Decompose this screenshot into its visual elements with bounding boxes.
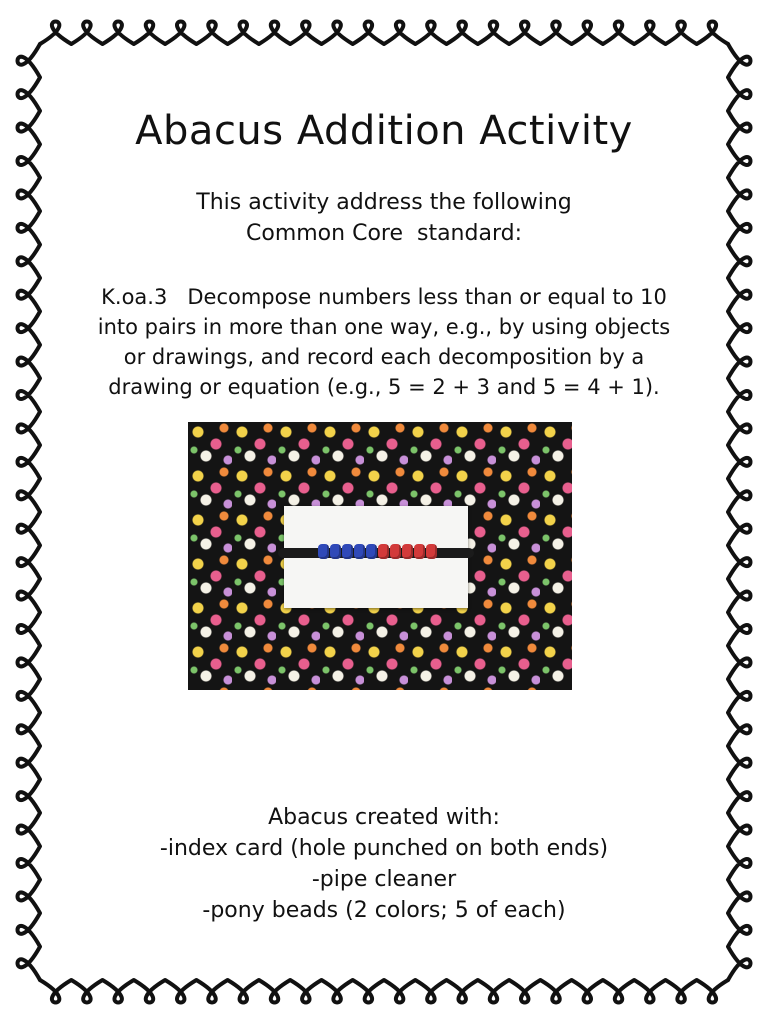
border-loops	[40, 980, 728, 1003]
intro-line: This activity address the following	[196, 190, 572, 215]
intro-text	[120, 187, 648, 249]
materials-list	[100, 802, 668, 926]
border-loops	[18, 44, 41, 980]
blue-bead	[318, 544, 329, 559]
blue-bead	[342, 544, 353, 559]
red-bead	[414, 544, 425, 559]
page-title: Abacus Addition Activity	[135, 108, 633, 154]
intro-line: Common Core standard:	[246, 221, 522, 246]
red-bead	[390, 544, 401, 559]
standard-line: drawing or equation (e.g., 5 = 2 + 3 and 5 = 4 + 1).	[108, 375, 660, 399]
materials-item: -pony beads (2 colors; 5 of each)	[202, 898, 566, 923]
border-loops	[728, 44, 751, 980]
blue-bead	[330, 544, 341, 559]
materials-item: -index card (hole punched on both ends)	[159, 836, 609, 861]
red-bead	[378, 544, 389, 559]
red-bead	[402, 544, 413, 559]
abacus-photo	[188, 422, 572, 690]
materials-item: -pipe cleaner	[311, 867, 457, 892]
standard-text	[62, 282, 706, 402]
standard-line: or drawings, and record each decomposition by a	[123, 345, 645, 369]
red-bead	[426, 544, 437, 559]
blue-bead	[366, 544, 377, 559]
standard-line: K.oa.3 Decompose numbers less than or equal to 10	[101, 285, 667, 309]
border-loops	[40, 22, 728, 45]
blue-bead	[354, 544, 365, 559]
standard-line: into pairs in more than one way, e.g., by using objects	[97, 315, 671, 339]
materials-heading: Abacus created with:	[268, 805, 500, 830]
